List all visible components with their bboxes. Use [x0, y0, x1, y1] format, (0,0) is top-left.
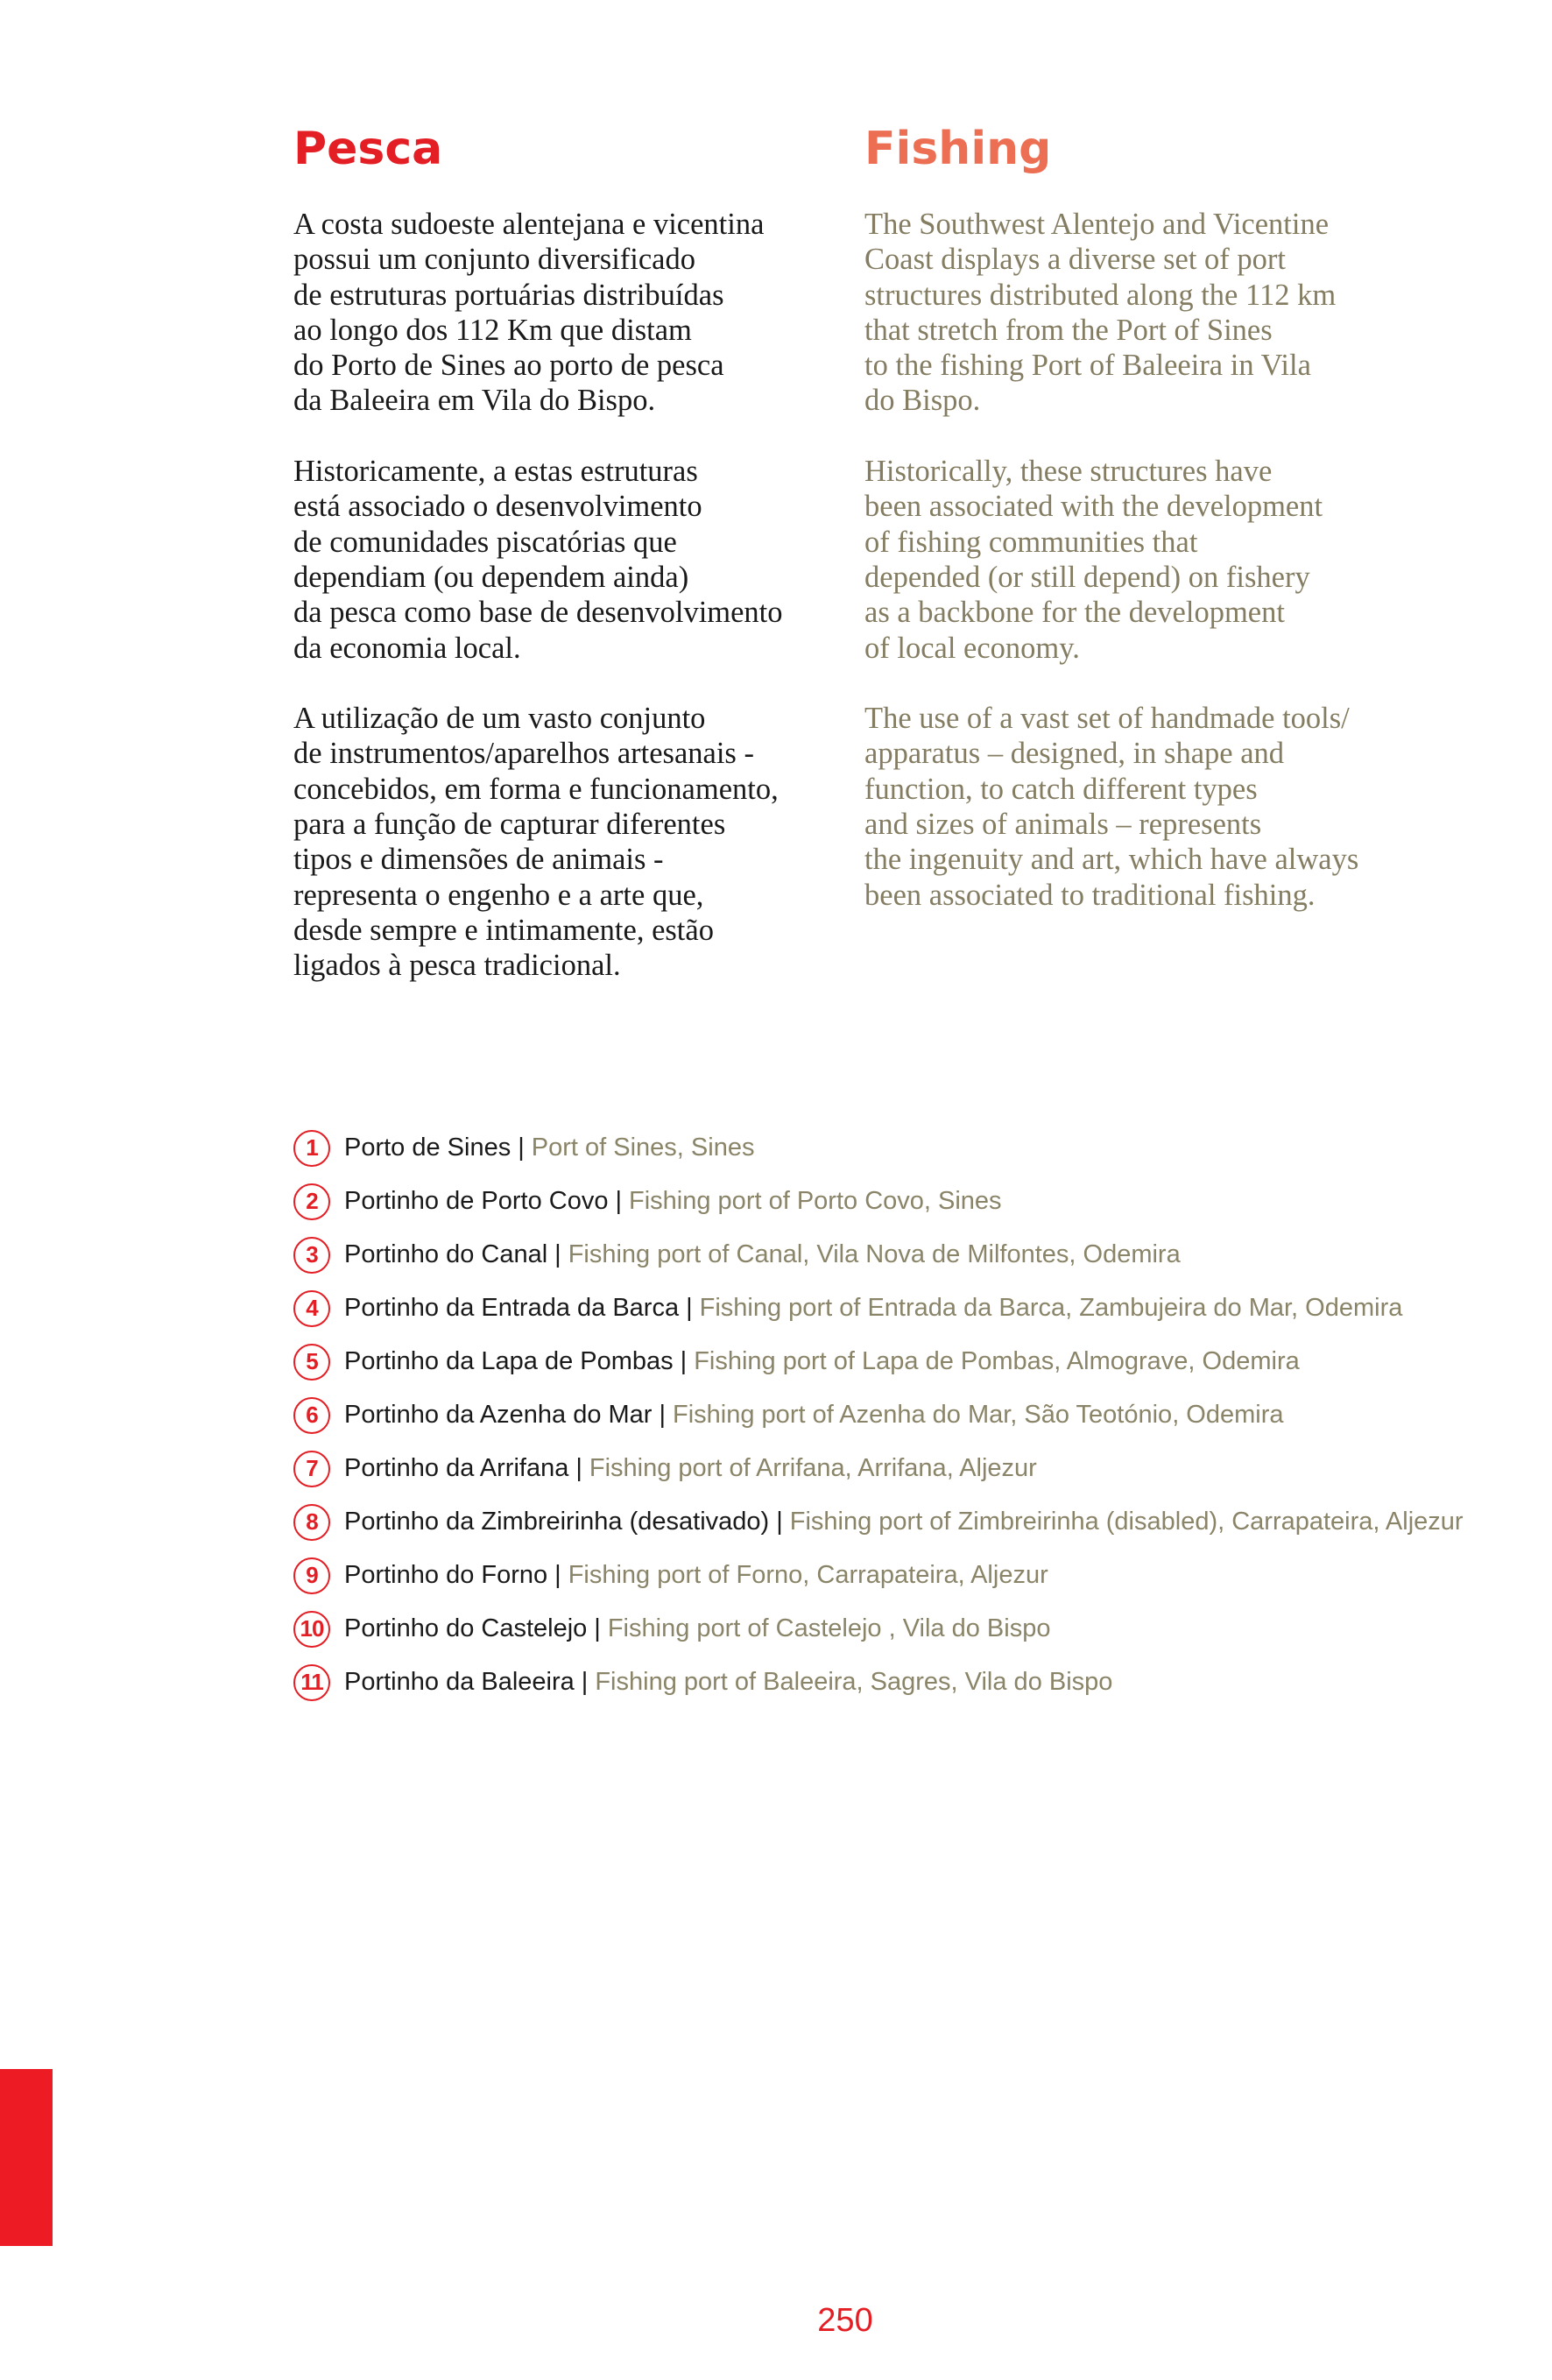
text-line: do Porto de Sines ao porto de pesca — [293, 349, 724, 383]
port-name-en: Fishing port of Lapa de Pombas, Almograve, Odemira — [694, 1347, 1300, 1375]
port-list-item — [293, 1282, 1520, 1335]
port-name-pt: Portinho da Entrada da Barca — [344, 1294, 680, 1322]
text-line: structures distributed along the 112 km — [864, 278, 1337, 312]
text-line: Coast displays a diverse set of port — [864, 243, 1286, 277]
text-line: para a função de capturar diferentes — [293, 808, 726, 842]
port-number-badge: 11 — [293, 1664, 330, 1701]
port-name-en: Fishing port of Forno, Carrapateira, Aljezur — [568, 1561, 1048, 1589]
port-name-en: Fishing port of Baleeira, Sagres, Vila do Bispo — [595, 1668, 1113, 1696]
port-list-item — [293, 1228, 1520, 1282]
port-list-item — [293, 1495, 1520, 1549]
text-line: da economia local. — [293, 631, 521, 665]
pt-paragraph — [293, 454, 854, 666]
ports-list — [293, 1121, 1520, 1709]
en-paragraph — [864, 207, 1425, 419]
port-number-badge: 7 — [293, 1451, 330, 1487]
text-line: dependiam (ou dependem ainda) — [293, 560, 689, 594]
separator: | — [686, 1294, 693, 1322]
text-line: the ingenuity and art, which have always — [864, 843, 1359, 877]
port-name-en: Fishing port of Canal, Vila Nova de Milfontes, Odemira — [568, 1240, 1181, 1268]
port-name-en: Fishing port of Castelejo , Vila do Bispo — [607, 1614, 1051, 1642]
text-line: ao longo dos 112 Km que distam — [293, 313, 692, 347]
pt-paragraph — [293, 207, 854, 419]
text-line: concebidos, em forma e funcionamento, — [293, 772, 779, 806]
text-line: of fishing communities that — [864, 525, 1198, 559]
text-line: The Southwest Alentejo and Vicentine — [864, 208, 1330, 241]
separator: | — [776, 1508, 783, 1536]
text-line: representa o engenho e a arte que, — [293, 878, 704, 912]
port-name-pt: Portinho de Porto Covo — [344, 1187, 609, 1215]
port-list-item — [293, 1175, 1520, 1228]
en-paragraph — [864, 454, 1425, 666]
text-line: function, to catch different types — [864, 772, 1258, 806]
port-name-pt: Portinho do Forno — [344, 1561, 548, 1589]
port-name-en: Fishing port of Arrifana, Arrifana, Aljezur — [589, 1454, 1037, 1482]
port-list-item — [293, 1335, 1520, 1388]
text-line: depended (or still depend) on fishery — [864, 560, 1310, 594]
text-line: A costa sudoeste alentejana e vicentina — [293, 208, 765, 241]
port-name-en: Fishing port of Porto Covo, Sines — [629, 1187, 1002, 1215]
separator: | — [518, 1134, 525, 1162]
text-line: desde sempre e intimamente, estão — [293, 913, 714, 947]
port-name-pt: Portinho do Castelejo — [344, 1614, 588, 1642]
port-list-item — [293, 1656, 1520, 1709]
text-line: been associated to traditional fishing. — [864, 878, 1316, 912]
separator: | — [554, 1240, 561, 1268]
port-list-item — [293, 1442, 1520, 1495]
text-line: The use of a vast set of handmade tools/ — [864, 702, 1350, 736]
heading-pesca: Pesca — [293, 123, 443, 175]
text-line: Historically, these structures have — [864, 455, 1273, 489]
separator: | — [615, 1187, 623, 1215]
text-line: that stretch from the Port of Sines — [864, 313, 1273, 347]
port-name-en: Fishing port of Azenha do Mar, São Teotónio, Odemira — [673, 1401, 1284, 1429]
english-text-column — [864, 207, 1425, 948]
text-line: da Baleeira em Vila do Bispo. — [293, 384, 656, 418]
port-name-en: Port of Sines, Sines — [531, 1134, 755, 1162]
text-line: da pesca como base de desenvolvimento — [293, 596, 783, 630]
port-number-badge: 4 — [293, 1290, 330, 1327]
en-paragraph — [864, 701, 1425, 913]
separator: | — [659, 1401, 667, 1429]
port-name-pt: Portinho da Azenha do Mar — [344, 1401, 653, 1429]
port-list-item — [293, 1121, 1520, 1175]
port-list-item — [293, 1549, 1520, 1602]
text-line: Historicamente, a estas estruturas — [293, 455, 698, 489]
separator: | — [575, 1454, 582, 1482]
text-line: ligados à pesca tradicional. — [293, 949, 621, 983]
text-line: of local economy. — [864, 631, 1080, 665]
text-line: A utilização de um vasto conjunto — [293, 702, 706, 736]
separator: | — [581, 1668, 589, 1696]
text-line: been associated with the development — [864, 490, 1323, 524]
text-line: to the fishing Port of Baleeira in Vila — [864, 349, 1311, 383]
port-name-pt: Portinho da Arrifana — [344, 1454, 569, 1482]
text-line: apparatus – designed, in shape and — [864, 737, 1285, 771]
portuguese-text-column — [293, 207, 854, 1019]
page-number: 250 — [817, 2302, 873, 2339]
port-number-badge: 10 — [293, 1611, 330, 1648]
port-name-pt: Portinho da Zimbreirinha (desativado) — [344, 1508, 770, 1536]
port-number-badge: 9 — [293, 1557, 330, 1594]
separator: | — [680, 1347, 688, 1375]
port-name-pt: Portinho da Baleeira — [344, 1668, 575, 1696]
port-list-item — [293, 1388, 1520, 1442]
text-line: de estruturas portuárias distribuídas — [293, 278, 724, 312]
port-list-item — [293, 1602, 1520, 1656]
port-name-pt: Portinho do Canal — [344, 1240, 548, 1268]
text-line: and sizes of animals – represents — [864, 808, 1262, 842]
text-line: tipos e dimensões de animais - — [293, 843, 664, 877]
port-number-badge: 2 — [293, 1183, 330, 1220]
port-number-badge: 5 — [293, 1344, 330, 1381]
text-line: está associado o desenvolvimento — [293, 490, 702, 524]
port-name-en: Fishing port of Entrada da Barca, Zambujeira do Mar, Odemira — [699, 1294, 1403, 1322]
port-number-badge: 8 — [293, 1504, 330, 1541]
port-name-pt: Porto de Sines — [344, 1134, 511, 1162]
text-line: de comunidades piscatórias que — [293, 525, 677, 559]
port-name-en: Fishing port of Zimbreirinha (disabled), Carrapateira, Aljezur — [789, 1508, 1464, 1536]
port-name-pt: Portinho da Lapa de Pombas — [344, 1347, 674, 1375]
text-line: do Bispo. — [864, 384, 981, 418]
pt-paragraph — [293, 701, 854, 983]
separator: | — [554, 1561, 561, 1589]
side-tab-marker — [0, 2069, 53, 2246]
text-line: possui um conjunto diversificado — [293, 243, 695, 277]
separator: | — [594, 1614, 601, 1642]
text-line: as a backbone for the development — [864, 596, 1285, 630]
port-number-badge: 3 — [293, 1237, 330, 1274]
text-line: de instrumentos/aparelhos artesanais - — [293, 737, 754, 771]
port-number-badge: 6 — [293, 1397, 330, 1434]
port-number-badge: 1 — [293, 1130, 330, 1167]
heading-fishing: Fishing — [864, 123, 1052, 175]
